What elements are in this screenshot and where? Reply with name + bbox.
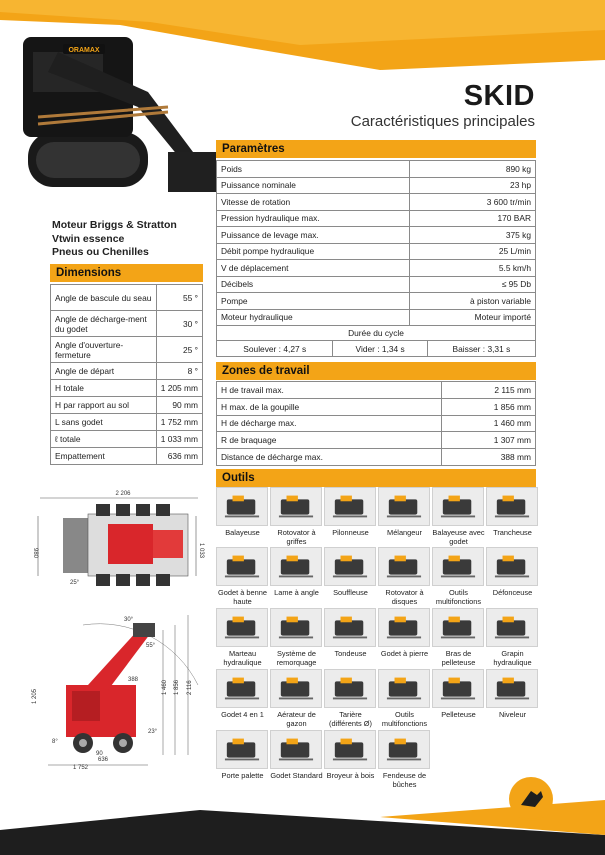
tool-image [378,669,430,708]
dim-label: 1 856 [174,679,180,695]
outils-heading: Outils [216,469,536,487]
tool-label: Balayeuse [225,528,260,537]
tool-label: Godet à benne haute [218,588,267,606]
dim-label: 90 [96,751,103,757]
tool-item [378,547,431,606]
tool-label: Godet 4 en 1 [221,710,264,719]
tool-image [270,608,322,647]
zones-heading: Zones de travail [216,362,536,380]
dim-label: 1 752 [73,765,89,770]
dim-label: 8° [52,739,58,745]
dimensions-table [50,284,203,465]
tool-label: Outils multifonctions [381,710,428,728]
tool-image [486,487,538,526]
row-label: Pompe [217,293,410,310]
tool-item [486,487,539,537]
row-value: Moteur importé [410,309,536,326]
row-value: 30 ° [156,311,202,337]
tool-image [216,487,268,526]
row-label: H de décharge max. [217,415,442,432]
skid-loader-photo [18,12,218,207]
tool-image [486,547,538,586]
tool-item [216,547,269,606]
tool-label: Niveleur [498,710,527,719]
tool-label: Système de remorquage [276,649,317,667]
cycle-title: Durée du cycle [217,326,536,341]
tool-label: Mélangeur [387,528,422,537]
oramax-badge-icon [509,777,553,821]
table-row [51,285,203,311]
tool-image [270,669,322,708]
motor-line: Moteur Briggs & Stratton [52,219,177,231]
row-value: 170 BAR [410,210,536,227]
dim-height: 980 [32,548,38,559]
row-label: V de déplacement [217,260,410,277]
tool-image [216,547,268,586]
tool-image [486,669,538,708]
row-value: 1 856 mm [442,398,536,415]
tool-item [270,608,323,667]
row-label: H par rapport au sol [51,397,157,414]
row-value: 8 ° [156,363,202,380]
table-row [51,337,203,363]
row-label: Moteur hydraulique [217,309,410,326]
tool-image [432,547,484,586]
row-label: Puissance de levage max. [217,227,410,244]
table-row [217,194,536,211]
top-view-drawing [28,488,208,588]
tool-label: Godet Standard [270,771,323,780]
tool-item [378,487,431,537]
row-label: Pression hydraulique max. [217,210,410,227]
tool-image [432,608,484,647]
dim-width: 2 206 [115,491,131,497]
row-label: Empattement [51,448,157,465]
tool-label: Grapin hydraulique [493,649,532,667]
row-value: 1 752 mm [156,414,202,431]
tool-label: Outils multifonctions [435,588,482,606]
table-row [217,398,536,415]
cycle-dump: Vider : 1,34 s [333,341,427,357]
tool-item [486,608,539,667]
row-label: R de braquage [217,432,442,449]
table-row [217,415,536,432]
tool-image [378,547,430,586]
row-value: 55 ° [156,285,202,311]
tool-item [378,608,431,658]
tool-image [216,608,268,647]
tool-item [324,487,377,537]
row-value: à piston variable [410,293,536,310]
tool-label: Fendeuse de bûches [382,771,427,789]
tool-image [432,487,484,526]
dim-side: 1 033 [198,543,204,559]
table-row [217,293,536,310]
row-value: 90 mm [156,397,202,414]
tool-item [486,547,539,597]
tool-item [216,487,269,537]
motor-line: Pneus ou Chenilles [52,246,149,258]
row-label: Puissance nominale [217,177,410,194]
tool-label: Bras de pelleteuse [441,649,476,667]
row-label: H totale [51,380,157,397]
row-label: ℓ totale [51,431,157,448]
row-value: 25 ° [156,337,202,363]
tool-label: Aérateur de gazon [277,710,316,728]
tool-image [378,608,430,647]
tool-item [270,547,323,597]
tool-image [324,730,376,769]
tool-image [324,487,376,526]
table-row [217,432,536,449]
table-row [217,260,536,277]
tool-label: Pelleteuse [441,710,476,719]
table-row [51,311,203,337]
tool-item [378,669,431,728]
table-row [51,363,203,380]
table-row [51,448,203,465]
tool-image [270,487,322,526]
tool-label: Tarière (différents Ø) [329,710,372,728]
row-value: ≤ 95 Db [410,276,536,293]
cycle-title-row [217,326,536,341]
table-row [51,397,203,414]
row-label: H max. de la goupille [217,398,442,415]
row-value: 388 mm [442,449,536,466]
table-row [217,210,536,227]
motor-line: Vtwin essence [52,232,125,245]
tool-item [216,608,269,667]
tool-item [432,487,485,546]
tool-image [324,669,376,708]
tool-item [432,608,485,667]
tool-image [432,669,484,708]
row-value: 1 033 mm [156,431,202,448]
table-row [217,276,536,293]
tool-item [324,730,377,780]
tool-label: Broyeur à bois [326,771,375,780]
row-label: Angle de départ [51,363,157,380]
tool-item [216,669,269,719]
row-value: 890 kg [410,161,536,178]
table-row [51,431,203,448]
tool-item [324,547,377,597]
tool-item [432,547,485,606]
table-row [217,161,536,178]
tool-label: Souffleuse [333,588,368,597]
table-row [217,243,536,260]
row-label: Angle de bascule du seau [51,285,157,311]
row-label: Poids [217,161,410,178]
tool-item [432,669,485,719]
tool-label: Défonceuse [492,588,533,597]
cycle-row [217,341,536,357]
table-row [217,309,536,326]
dim-label: 636 [98,757,109,763]
parametres-table [216,160,536,326]
tool-label: Trancheuse [493,528,532,537]
row-label: Distance de décharge max. [217,449,442,466]
row-label: Angle d'ouverture-fermeture [51,337,157,363]
dim-label: 55° [146,643,156,649]
tool-image [324,547,376,586]
tool-label: Lame à angle [274,588,319,597]
table-row [51,380,203,397]
tool-label: Rotovator à griffes [277,528,316,546]
tool-item [270,487,323,546]
tool-item [270,730,323,780]
row-label: H de travail max. [217,382,442,399]
tool-label: Tondeuse [334,649,367,658]
parametres-heading: Paramètres [216,140,536,158]
tool-image [270,730,322,769]
row-value: 636 mm [156,448,202,465]
tool-label: Pilonneuse [332,528,369,537]
motor-description [52,219,177,260]
row-value: 1 307 mm [442,432,536,449]
tool-image [216,730,268,769]
row-value: 375 kg [410,227,536,244]
tool-image [270,547,322,586]
page-subtitle: Caractéristiques principales [350,113,535,130]
tool-item [216,730,269,780]
tool-label: Balayeuse avec godet [432,528,485,546]
tool-image [216,669,268,708]
tool-item [486,669,539,719]
row-value: 1 205 mm [156,380,202,397]
row-label: Décibels [217,276,410,293]
row-value: 2 115 mm [442,382,536,399]
dim-angle: 25° [70,580,80,586]
dim-label: 388 [128,677,139,683]
table-row [51,414,203,431]
table-row [217,382,536,399]
page-title: SKID [463,80,535,112]
table-row [217,177,536,194]
row-value: 5.5 km/h [410,260,536,277]
dim-label: 2 116 [187,680,193,695]
dim-label: 1 205 [32,688,38,704]
table-row [217,227,536,244]
tool-label: Godet à pierre [380,649,429,658]
row-value: 1 460 mm [442,415,536,432]
tool-label: Porte palette [221,771,264,780]
zones-table [216,381,536,466]
row-label: L sans godet [51,414,157,431]
tool-item [324,608,377,658]
tool-image [486,608,538,647]
tool-image [378,487,430,526]
row-label: Angle de décharge-ment du godet [51,311,157,337]
dim-label: 23° [148,729,158,735]
table-row [217,449,536,466]
row-value: 3 600 tr/min [410,194,536,211]
cycle-table [216,325,536,357]
tool-label: Rotovator à disques [385,588,424,606]
row-value: 23 hp [410,177,536,194]
tool-label: Marteau hydraulique [223,649,262,667]
tool-image [324,608,376,647]
row-value: 25 L/min [410,243,536,260]
cycle-lower: Baisser : 3,31 s [427,341,535,357]
tool-item [324,669,377,728]
row-label: Débit pompe hydraulique [217,243,410,260]
dim-label: 1 460 [162,679,168,695]
dim-label: 30° [124,617,134,623]
tool-item [270,669,323,728]
oramax-logo: ORAMAX [68,47,100,54]
side-view-drawing [28,605,208,770]
tool-image [378,730,430,769]
cycle-lift: Soulever : 4,27 s [217,341,333,357]
tool-item [378,730,431,789]
dimensions-heading: Dimensions [50,264,203,282]
row-label: Vitesse de rotation [217,194,410,211]
